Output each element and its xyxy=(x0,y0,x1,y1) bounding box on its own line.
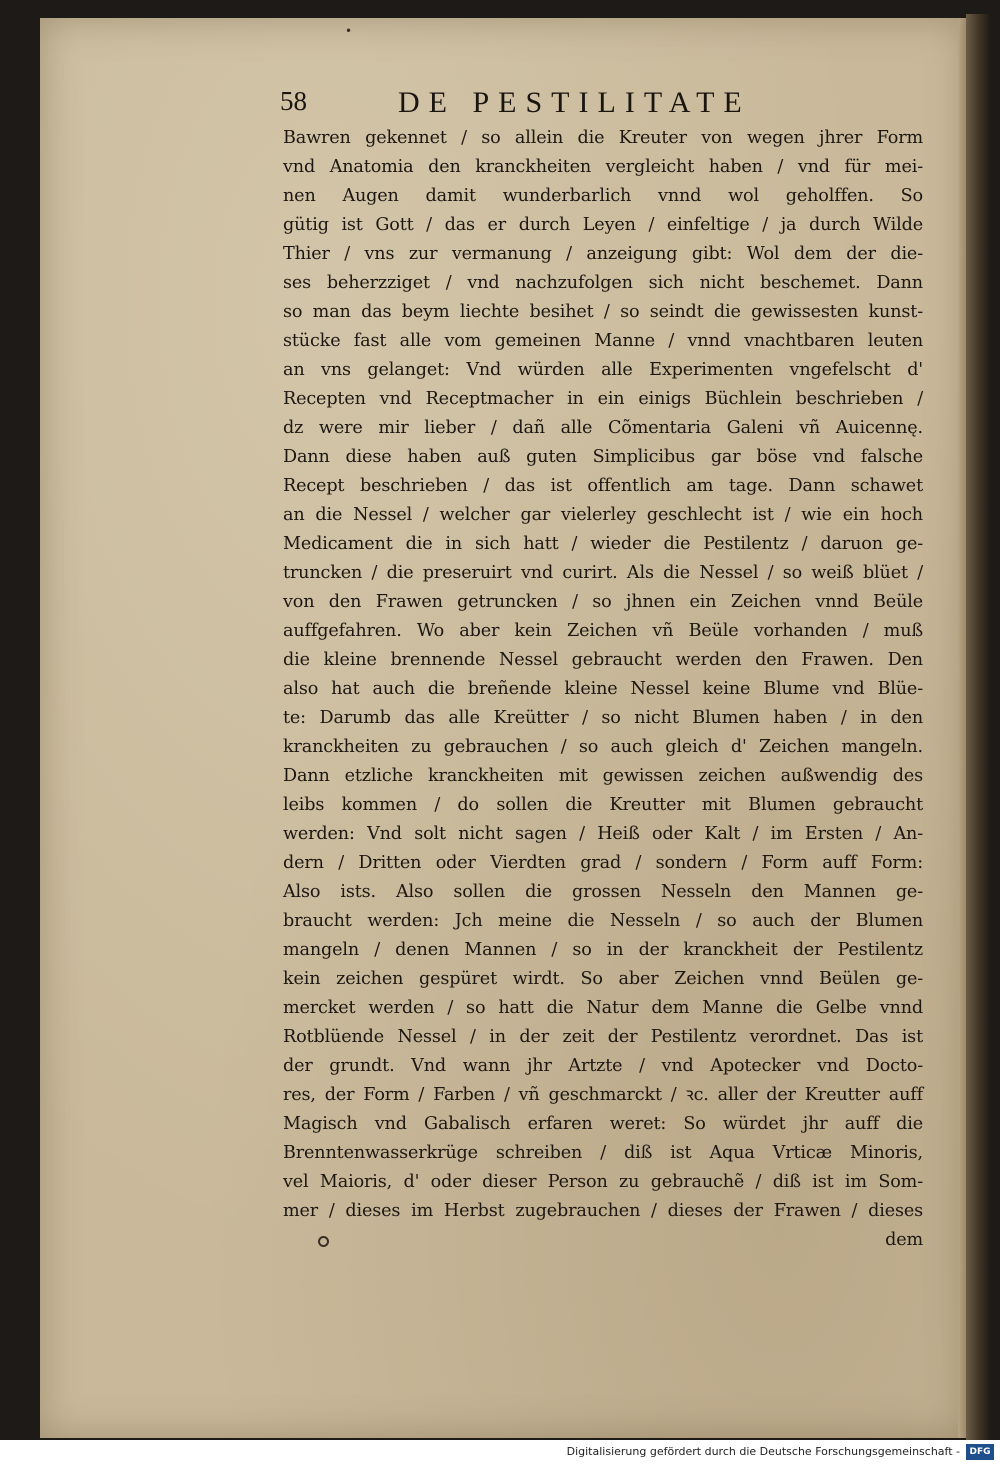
text-line: dz were mir lieber / dañ alle Cõmentaria Galeni vñ Auicennę. xyxy=(283,418,923,438)
text-line: dern / Dritten oder Vierdten grad / sondern / Form auff Form: xyxy=(283,853,923,873)
text-line: leibs kommen / do sollen die Kreutter mit Blumen gebraucht xyxy=(283,795,923,815)
text-line: Rotblüende Nessel / in der zeit der Pestilentz verordnet. Das ist xyxy=(283,1027,923,1047)
text-line: mercket werden / so hatt die Natur dem Manne die Gelbe vnnd xyxy=(283,998,923,1018)
text-line: truncken / die preseruirt vnd curirt. Als die Nessel / so weiß blüet / xyxy=(283,563,923,583)
page-number: 58 xyxy=(280,86,307,116)
text-line: gütig ist Gott / das er durch Leyen / einfeltige / ja durch Wilde xyxy=(283,215,923,235)
text-line: also hat auch die breñende kleine Nessel keine Blume vnd Blüe- xyxy=(283,679,923,699)
text-line: kein zeichen gespüret wirdt. So aber Zeichen vnnd Beülen ge- xyxy=(283,969,923,989)
text-line: vel Maioris, d' oder dieser Person zu gebrauchẽ / diß ist im Som- xyxy=(283,1172,923,1192)
text-line: kranckheiten zu gebrauchen / so auch gleich d' Zeichen mangeln. xyxy=(283,737,923,757)
text-line: Dann diese haben auß guten Simplicibus gar böse vnd falsche xyxy=(283,447,923,467)
text-line: der grundt. Vnd wann jhr Artzte / vnd Apotecker vnd Docto- xyxy=(283,1056,923,1076)
text-line: so man das beym liechte besihet / so seindt die gewissesten kunst- xyxy=(283,302,923,322)
text-line: Recept beschrieben / das ist offentlich am tage. Dann schawet xyxy=(283,476,923,496)
text-line: res, der Form / Farben / vñ geschmarckt / ꝛc. aller der Kreutter auff xyxy=(283,1085,923,1105)
text-line: stücke fast alle vom gemeinen Manne / vnnd vnachtbaren leuten xyxy=(283,331,923,351)
ring-mark xyxy=(318,1236,329,1247)
printer-mark: • xyxy=(345,24,353,38)
text-line: werden: Vnd solt nicht sagen / Heiß oder Kalt / im Ersten / An- xyxy=(283,824,923,844)
text-line: dem xyxy=(885,1230,923,1250)
footer-bar xyxy=(0,1440,1000,1465)
text-line: ses beherzziget / vnd nachzufolgen sich nicht beschemet. Dann xyxy=(283,273,923,293)
page-header xyxy=(280,86,840,122)
text-line: von den Frawen getruncken / so jhnen ein Zeichen vnnd Beüle xyxy=(283,592,923,612)
text-line: an vns gelanget: Vnd würden alle Experimenten vngefelscht d' xyxy=(283,360,923,380)
text-line: auffgefahren. Wo aber kein Zeichen vñ Beüle vorhanden / muß xyxy=(283,621,923,641)
text-line: braucht werden: Jch meine die Nesseln / so auch der Blumen xyxy=(283,911,923,931)
text-line: mangeln / denen Mannen / so in der kranckheit der Pestilentz xyxy=(283,940,923,960)
text-line: Recepten vnd Receptmacher in ein einigs Büchlein beschrieben / xyxy=(283,389,923,409)
text-line: nen Augen damit wunderbarlich vnnd wol geholffen. So xyxy=(283,186,923,206)
text-line: mer / dieses im Herbst zugebrauchen / dieses der Frawen / dieses xyxy=(283,1201,923,1221)
text-line: Brenntenwasserkrüge schreiben / diß ist Aqua Vrticæ Minoris, xyxy=(283,1143,923,1163)
text-line: Medicament die in sich hatt / wieder die Pestilentz / daruon ge- xyxy=(283,534,923,554)
text-line: te: Darumb das alle Kreütter / so nicht Blumen haben / in den xyxy=(283,708,923,728)
book-edge-shadow xyxy=(966,14,990,1440)
text-line: Also ists. Also sollen die grossen Nesseln den Mannen ge- xyxy=(283,882,923,902)
text-line: Bawren gekennet / so allein die Kreuter von wegen jhrer Form xyxy=(283,128,923,148)
text-line: an die Nessel / welcher gar vielerley geschlecht ist / wie ein hoch xyxy=(283,505,923,525)
text-line: Thier / vns zur vermanung / anzeigung gibt: Wol dem der die- xyxy=(283,244,923,264)
page-edge xyxy=(958,18,966,1438)
funding-credit: Digitalisierung gefördert durch die Deutsche Forschungsgemeinschaft - xyxy=(566,1445,960,1458)
text-line: Dann etzliche kranckheiten mit gewissen zeichen außwendig des xyxy=(283,766,923,786)
text-line: vnd Anatomia den kranckheiten vergleicht haben / vnd für mei- xyxy=(283,157,923,177)
running-title: DE PESTILITATE xyxy=(398,86,751,119)
text-line: Magisch vnd Gabalisch erfaren weret: So würdet jhr auff die xyxy=(283,1114,923,1134)
dfg-logo-icon: DFG xyxy=(966,1444,994,1460)
text-line: die kleine brennende Nessel gebraucht werden den Frawen. Den xyxy=(283,650,923,670)
body-text xyxy=(283,124,923,1255)
